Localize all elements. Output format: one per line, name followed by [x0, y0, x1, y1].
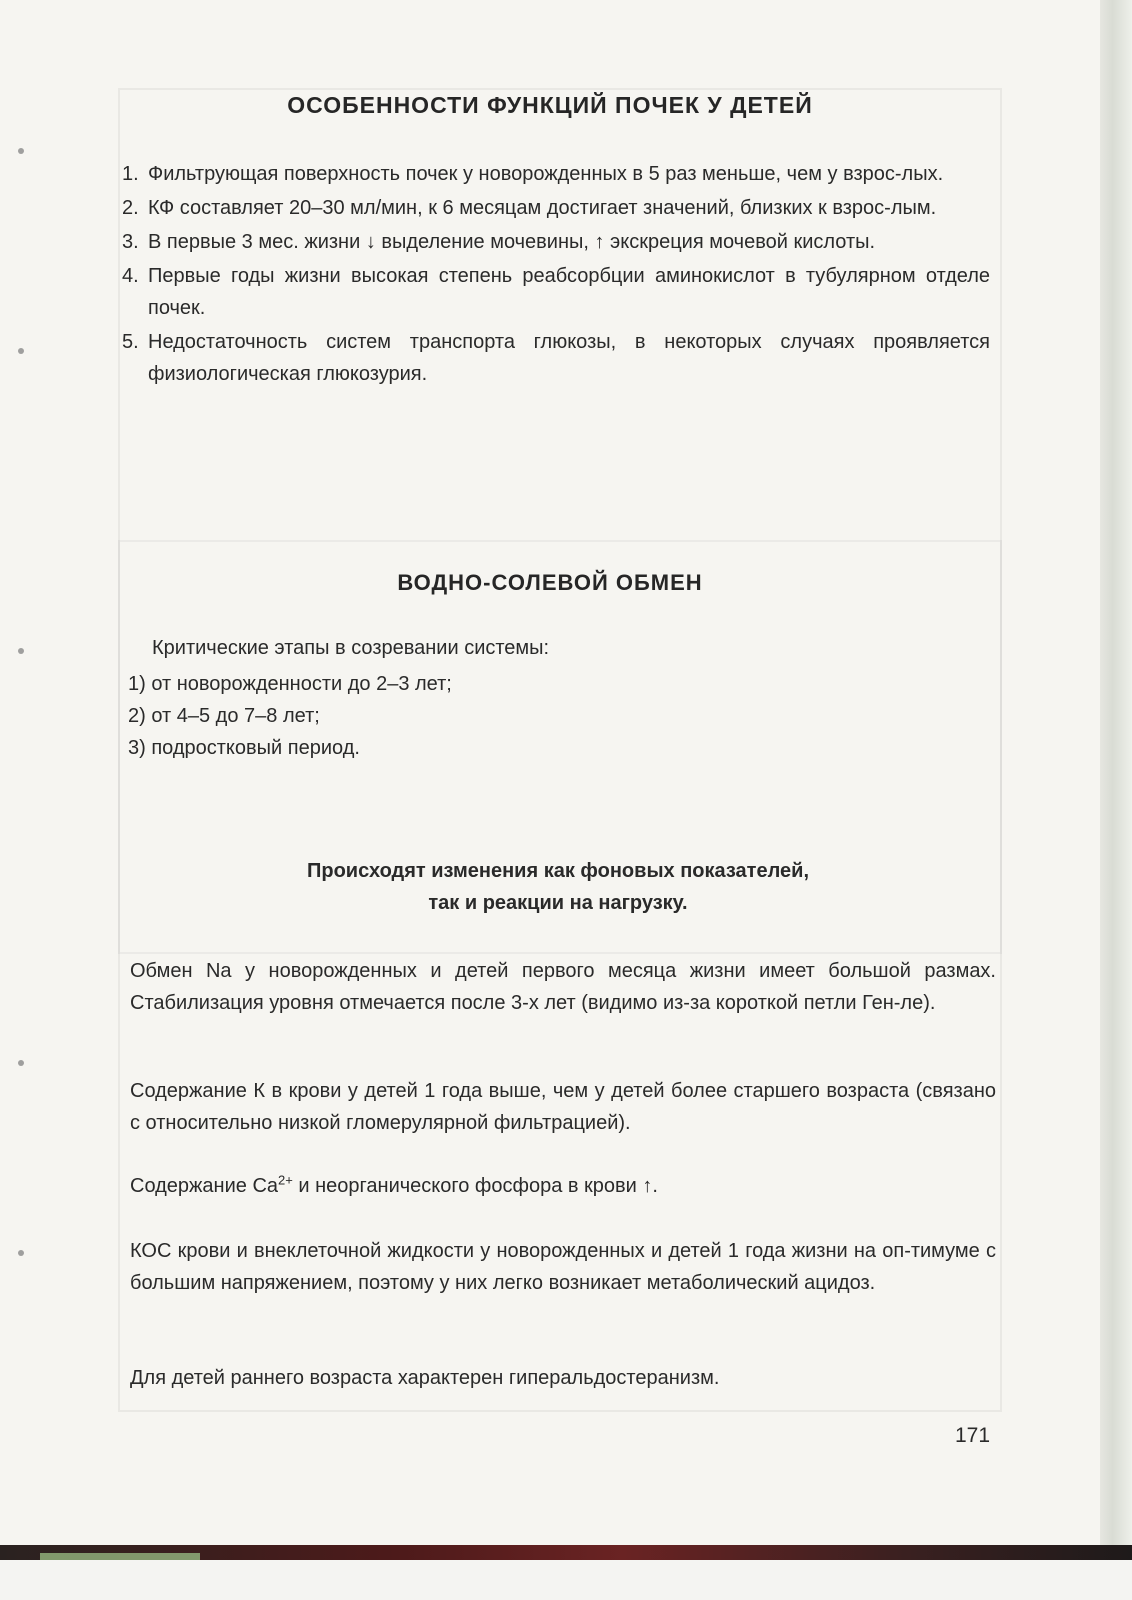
calcium-text: Содержание Ca — [130, 1175, 279, 1197]
paragraph-calcium — [130, 1170, 996, 1202]
list-item: 3) подростковый период. — [128, 737, 360, 759]
paragraph-sodium: Обмен Na у новорожденных и детей первого месяца жизни имеет большой размах. Стабилизация уровня отмечается после 3-х лет (видимо из-за короткой петли Ген-ле). — [130, 960, 996, 1014]
list-text: В первые 3 мес. жизни ↓ выделение мочевины, ↑ экскреция мочевой кислоты. — [148, 231, 876, 253]
binding-hole — [18, 1060, 24, 1066]
section-heading-kidney: ОСОБЕННОСТИ ФУНКЦИЙ ПОЧЕК У ДЕТЕЙ — [287, 92, 813, 118]
binding-hole — [18, 648, 24, 654]
list-text: КФ составляет 20–30 мл/мин, к 6 месяцам достигает значений, близких к взрос-лым. — [148, 197, 937, 219]
binding-hole — [18, 148, 24, 154]
list-text: Недостаточность систем транспорта глюкозы, в некоторых случаях проявляется физиологическая глюкозурия. — [148, 331, 990, 385]
list-item — [122, 326, 990, 390]
list-number: 1. — [122, 163, 139, 185]
emphasis-line: так и реакции на нагрузку. — [428, 892, 688, 914]
list-item — [122, 192, 990, 224]
paragraph-potassium: Содержание К в крови у детей 1 года выше, чем у детей более старшего возраста (связано с относительно низкой гломерулярной фильтрацией). — [130, 1080, 996, 1134]
emphasis-block — [0, 855, 1116, 919]
stages-lead: Критические этапы в созревании системы: — [152, 637, 550, 659]
kidney-features-list — [122, 158, 990, 392]
list-number: 5. — [122, 331, 139, 353]
list-item: 2) от 4–5 до 7–8 лет; — [128, 705, 320, 727]
list-number: 4. — [122, 265, 139, 287]
book-spine-edge — [1100, 0, 1132, 1600]
paragraph-acid-base: КОС крови и внеклеточной жидкости у новорожденных и детей 1 года жизни на оп-тимуме с большим напряжением, поэтому у них легко возникает метаболический ацидоз. — [130, 1240, 996, 1294]
binding-hole — [18, 348, 24, 354]
list-item — [122, 260, 990, 324]
list-text: Первые годы жизни высокая степень реабсорбции аминокислот в тубулярном отделе почек. — [148, 265, 990, 319]
list-item — [122, 226, 990, 258]
list-item: 1) от новорожденности до 2–3 лет; — [128, 673, 452, 695]
calcium-charge: 2+ — [278, 1172, 293, 1188]
binding-hole — [18, 1250, 24, 1256]
section-heading-water-salt: ВОДНО-СОЛЕВОЙ ОБМЕН — [397, 570, 703, 595]
scan-bottom-paper — [0, 1560, 1132, 1600]
emphasis-line: Происходят изменения как фоновых показателей, — [306, 860, 810, 882]
list-text: Фильтрующая поверхность почек у новорожденных в 5 раз меньше, чем у взрос-лых. — [148, 163, 944, 185]
list-item — [122, 158, 990, 190]
paragraph-aldosteronism: Для детей раннего возраста характерен гиперальдостеранизм. — [130, 1367, 720, 1389]
list-number: 3. — [122, 231, 139, 253]
stages-list — [128, 668, 452, 764]
list-number: 2. — [122, 197, 139, 219]
calcium-text-rest: и неорганического фосфора в крови ↑. — [292, 1175, 658, 1197]
page-number: 171 — [955, 1424, 991, 1447]
